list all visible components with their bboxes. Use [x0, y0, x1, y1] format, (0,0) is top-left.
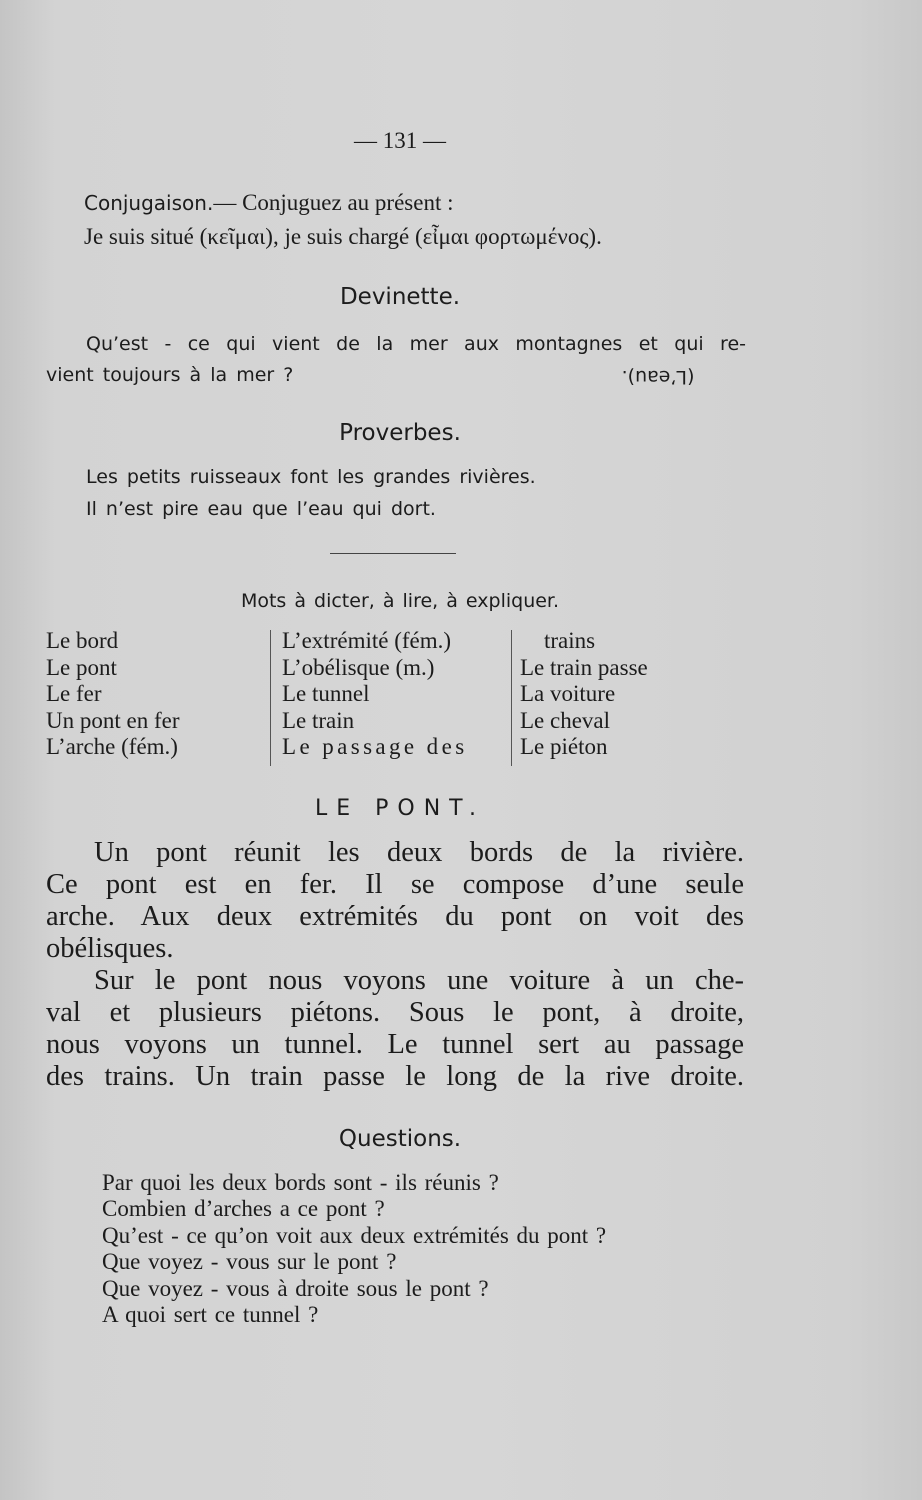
column-divider	[511, 630, 512, 766]
text-line: Sur le pont nous voyons une voiture à un che-	[94, 965, 744, 996]
text-line: obélisques.	[46, 933, 174, 964]
reading-paragraph-2	[46, 965, 744, 1093]
question-item: Qu’est - ce qu’on voit aux deux extrémités du pont ?	[102, 1222, 607, 1248]
vocabulary-heading: Mots à dicter, à lire, à expliquer.	[240, 590, 560, 612]
riddle-answer-inverted	[598, 362, 718, 392]
vocab-word: Le tunnel	[282, 681, 370, 706]
vocab-word: Le piéton	[520, 734, 608, 759]
vocab-word: Le passage des	[282, 734, 468, 759]
questions-list	[102, 1170, 606, 1328]
text-line: arche. Aux deux extrémités du pont on voit des	[46, 901, 744, 932]
proverb-2: Il n’est pire eau que l’eau qui dort.	[86, 498, 436, 520]
vocab-word: Un pont en fer	[46, 707, 180, 733]
text-line: Ce pont est en fer. Il se compose d’une seule	[46, 869, 744, 900]
vocab-word: La voiture	[520, 681, 616, 706]
vocab-word: Le fer	[46, 681, 102, 706]
conjugation-label: Conjugaison.	[84, 191, 214, 215]
riddle-question-line2: vient toujours à la mer ?	[46, 364, 294, 386]
vocab-word: Le pont	[46, 654, 117, 680]
reading-title: LE PONT.	[314, 796, 485, 821]
question-item: Que voyez - vous sur le pont ?	[102, 1249, 397, 1275]
column-divider	[270, 630, 271, 766]
reading-paragraph-1	[46, 837, 744, 965]
questions-heading: Questions.	[338, 1126, 462, 1152]
vocab-word: L’extrémité (fém.)	[282, 628, 452, 653]
page-number: — 131 —	[354, 128, 446, 153]
riddle-heading: Devinette.	[339, 284, 461, 310]
conjugation-text: — Conjuguez au présent :	[213, 190, 454, 215]
question-item: A quoi sert ce tunnel ?	[102, 1302, 319, 1328]
vocab-word: Le train passe	[520, 654, 648, 680]
proverb-1: Les petits ruisseaux font les grandes rivières.	[86, 466, 536, 488]
proverbs-heading: Proverbes.	[339, 420, 461, 446]
riddle-question-line1: Qu’est - ce qui vient de la mer aux montagnes et qui re-	[86, 333, 746, 355]
text-line: val et plusieurs piétons. Sous le pont, à droite,	[46, 997, 744, 1028]
text-line: des trains. Un train passe le long de la rive droite.	[46, 1061, 744, 1092]
vocabulary-column-2	[282, 628, 468, 761]
section-divider	[330, 553, 456, 554]
vocab-word: L’arche (fém.)	[46, 734, 178, 759]
vocab-word: Le cheval	[520, 707, 611, 733]
vocab-word: Le train	[282, 707, 355, 733]
conjugation-verbs: Je suis situé (κεῖμαι), je suis chargé (εἶμαι φορτωμένος).	[84, 224, 602, 249]
question-item: Par quoi les deux bords sont - ils réunis ?	[102, 1170, 499, 1195]
question-item: Combien d’arches a ce pont ?	[102, 1196, 385, 1222]
conjugation-instruction	[84, 190, 453, 216]
riddle-answer: (L’eau).	[621, 366, 695, 388]
vocabulary-column-3	[520, 628, 648, 761]
vocab-word: L’obélisque (m.)	[282, 654, 435, 680]
vocab-word: trains	[544, 628, 596, 653]
vocab-word: Le bord	[46, 628, 119, 653]
question-item: Que voyez - vous à droite sous le pont ?	[102, 1275, 489, 1301]
text-line: nous voyons un tunnel. Le tunnel sert au passage	[46, 1029, 744, 1060]
text-line: Un pont réunit les deux bords de la rivière.	[94, 837, 744, 868]
vocabulary-column-1	[46, 628, 180, 761]
